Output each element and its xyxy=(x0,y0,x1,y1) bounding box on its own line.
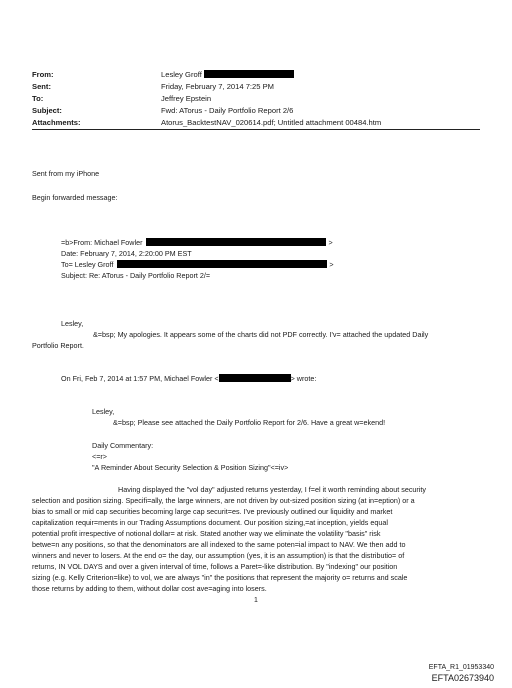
redaction-bar xyxy=(146,238,326,246)
to-value: Jeffrey Epstein xyxy=(161,94,212,103)
quoted-salutation: Lesley, xyxy=(92,407,115,416)
reply-salutation: Lesley, xyxy=(61,319,84,328)
body-line-1: Having displayed the "vol day" adjusted returns yesterday, I f=el it worth reminding about security xyxy=(118,485,427,494)
body-line-10: those returns by adding to them, without dollar cost ave=aging into losers. xyxy=(32,584,267,593)
to-label: To: xyxy=(32,94,44,103)
body-line-4: capitalization requir=ments in our Trading Assumptions document. Our position sizing,=at inception, yields equal xyxy=(32,518,388,527)
quote-header-suffix: > wrote: xyxy=(290,374,317,383)
sent-from-line: Sent from my iPhone xyxy=(32,169,100,178)
quoted-line-1: &=bsp; Please see attached the Daily Portfolio Report for 2/6. Have a great w=ekend! xyxy=(113,418,386,427)
attachments-value: Atorus_BacktestNAV_020614.pdf; Untitled attachment 00484.htm xyxy=(161,118,382,127)
page-number: 1 xyxy=(254,597,258,604)
redaction-bar xyxy=(219,374,291,382)
header-divider xyxy=(32,129,480,130)
fwd-from-text: =b>From: Michael Fowler xyxy=(61,238,143,247)
sent-value: Friday, February 7, 2014 7:25 PM xyxy=(161,82,274,91)
body-line-5: potential profit irrespective of notional dollar= at risk. Stated another way we eliminate the volatility "basis" risk xyxy=(32,529,381,538)
redaction-bar xyxy=(117,260,327,268)
body-line-6: betwe=n any positions, so that the denominators are all indexed to the same poten=ial impact to NAV. We then add to xyxy=(32,540,406,549)
attachments-label: Attachments: xyxy=(32,118,81,127)
quote-header xyxy=(61,373,316,384)
reply-line-2: Portfolio Report. xyxy=(32,341,84,350)
commentary-title: "A Reminder About Security Selection & Position Sizing"<=iv> xyxy=(92,463,289,472)
bates-number-large: EFTA02673940 xyxy=(431,673,494,683)
body-line-2: selection and position sizing. Specifi=ally, the large winners, are not driven by out-sized position sizing (at in=eption) or a xyxy=(32,496,415,505)
begin-forwarded-line: Begin forwarded message: xyxy=(32,193,118,202)
fwd-from-line xyxy=(61,237,333,248)
from-value xyxy=(161,70,294,79)
fwd-to-line xyxy=(61,259,334,270)
daily-commentary-label: Daily Commentary: xyxy=(92,441,154,450)
bates-number-small: EFTA_R1_01953340 xyxy=(428,664,494,671)
fwd-from-suffix: > xyxy=(328,238,333,247)
fwd-date-line: Date: February 7, 2014, 2:20:00 PM EST xyxy=(61,249,192,258)
from-name: Lesley Groff xyxy=(161,70,202,79)
sent-label: Sent: xyxy=(32,82,51,91)
body-line-8: returns, IN VOL DAYS and over a given interval of time, follows a Paret=-like distribution. By "indexing" our position xyxy=(32,562,398,571)
fwd-subject-line: Subject: Re: ATorus - Daily Portfolio Report 2/= xyxy=(61,271,211,280)
body-line-7: winners and never to losers. At the end o= the day, our assumption (yes, it is an assumption) is that the distributio= of xyxy=(32,551,405,560)
reply-line-1: &=bsp; My apologies. It appears some of the charts did not PDF correctly. I'v= attached the updated Daily xyxy=(93,330,429,339)
redaction-bar xyxy=(204,70,294,78)
from-label: From: xyxy=(32,70,54,79)
body-line-3: bias to small or mid cap securities becoming large cap securit=es. I've previously outlined our liquidity and market xyxy=(32,507,393,516)
subject-label: Subject: xyxy=(32,106,62,115)
subject-value: Fwd: ATorus - Daily Portfolio Report 2/6 xyxy=(161,106,294,115)
quote-header-prefix: On Fri, Feb 7, 2014 at 1:57 PM, Michael Fowler < xyxy=(61,374,219,383)
fwd-to-suffix: > xyxy=(329,260,334,269)
br-tag-text: <=r> xyxy=(92,452,107,461)
body-line-9: sizing (e.g. Kelly Criterion=like) to vol, we are always "in" the positions that represent the majority o= returns and scale xyxy=(32,573,408,582)
fwd-to-text: To= Lesley Groff xyxy=(61,260,114,269)
